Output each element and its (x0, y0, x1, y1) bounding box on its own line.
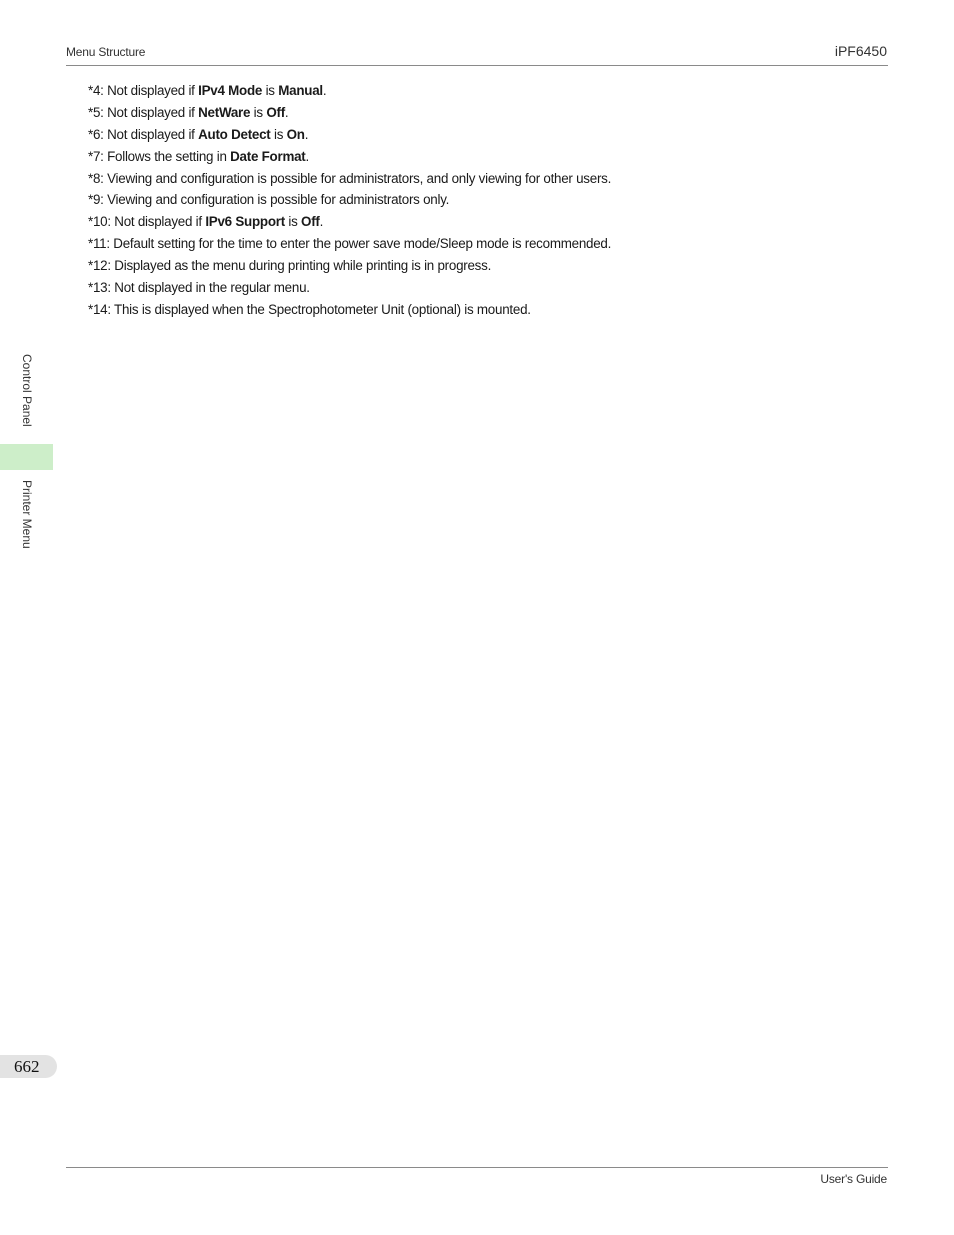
footnote-item (88, 233, 848, 255)
footnote-text: . (305, 148, 309, 164)
running-footer-guide: User's Guide (820, 1172, 887, 1186)
footnote-text: . (322, 83, 327, 98)
footnote-term: IPv4 Mode (198, 83, 263, 98)
footnote-text: *14: This is displayed when the Spectrophotometer Unit (optional) is mounted. (88, 301, 531, 317)
footnote-item (88, 80, 848, 102)
footnote-text: *9: Viewing and configuration is possible for administrators only. (88, 192, 450, 208)
footnote-item (88, 211, 848, 233)
footnote-text: is (270, 126, 287, 142)
footnote-text: *11: Default setting for the time to enter the power save mode/Sleep mode is recommended. (88, 236, 612, 252)
footnote-term: On (286, 126, 305, 142)
footer-divider (66, 1167, 888, 1168)
footnote-text: is (284, 214, 302, 230)
footnote-text: . (304, 126, 309, 142)
footnote-list (88, 80, 848, 321)
footnote-item (88, 277, 848, 299)
footnote-text: *8: Viewing and configuration is possible for administrators, and only viewing for other users. (88, 170, 612, 186)
footnote-term: NetWare (198, 104, 251, 120)
footnote-item (88, 189, 848, 211)
footnote-text: *13: Not displayed in the regular menu. (88, 280, 310, 296)
side-tab-control-panel: Control Panel (20, 354, 34, 427)
footnote-item (88, 124, 848, 146)
footnote-text: *4: Not displayed if (88, 83, 199, 98)
footnote-term: Auto Detect (198, 126, 271, 142)
footnote-term: Date Format (230, 148, 306, 164)
footnote-item (88, 102, 848, 124)
footnote-term: IPv6 Support (205, 214, 285, 230)
side-tab-printer-menu: Printer Menu (20, 480, 34, 549)
footnote-text: *12: Displayed as the menu during printing while printing is in progress. (88, 258, 492, 274)
footnote-item (88, 299, 848, 321)
side-tab-marker (0, 444, 53, 470)
footnote-text: *6: Not displayed if (88, 126, 199, 142)
footnote-text: . (319, 214, 324, 230)
footnote-text: *7: Follows the setting in (88, 148, 231, 164)
running-header-section: Menu Structure (66, 45, 146, 59)
footnote-item (88, 255, 848, 277)
running-header-model: iPF6450 (834, 43, 887, 59)
footnote-text: is (250, 104, 267, 120)
footnote-item (88, 168, 848, 190)
footnote-text: *10: Not displayed if (88, 214, 206, 230)
page-number: 662 (0, 1055, 57, 1078)
header-divider (66, 65, 888, 66)
footnote-term: Manual (278, 83, 323, 98)
footnote-text: *5: Not displayed if (88, 104, 199, 120)
footnote-term: Off (301, 214, 320, 230)
footnote-text: is (262, 83, 279, 98)
footnote-term: Off (266, 104, 285, 120)
footnote-item (88, 146, 848, 168)
footnote-text: . (284, 104, 289, 120)
